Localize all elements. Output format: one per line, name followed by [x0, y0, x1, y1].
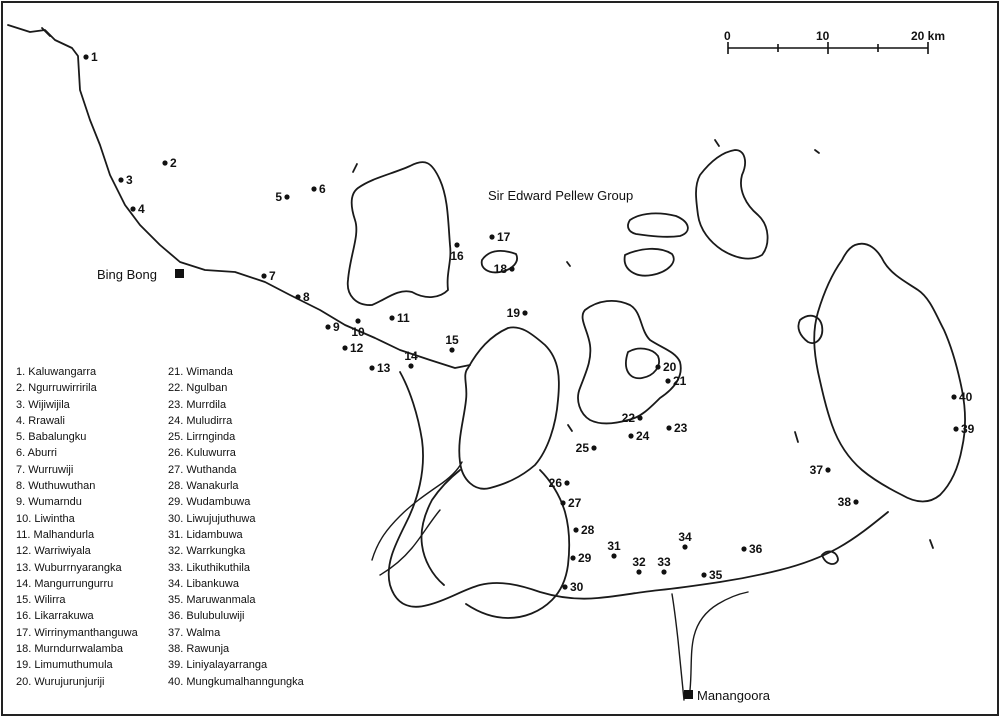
legend-item-18 — [16, 641, 138, 657]
legend-item-30 — [168, 511, 304, 527]
legend-number: 2 — [16, 382, 23, 395]
legend-item-13 — [16, 560, 138, 576]
legend-separator: . — [180, 545, 187, 558]
town-marker-manangoora — [684, 690, 693, 699]
site-marker-26 — [564, 480, 569, 485]
site-marker-16 — [454, 242, 459, 247]
legend-number: 28 — [168, 480, 181, 493]
legend-separator: . — [22, 414, 29, 427]
legend-separator: . — [28, 610, 35, 623]
site-number-14: 14 — [404, 349, 418, 363]
legend-item-19 — [16, 657, 138, 673]
site-number-18: 18 — [493, 262, 507, 276]
site-marker-5 — [284, 194, 289, 199]
legend-item-9 — [16, 494, 138, 510]
site-legend-col-1 — [16, 364, 138, 690]
legend-number: 34 — [168, 577, 181, 590]
islet — [795, 432, 798, 442]
legend-site-name: Malhandurla — [33, 528, 95, 541]
legend-number: 30 — [168, 512, 181, 525]
legend-item-34 — [168, 576, 304, 592]
islet — [567, 262, 570, 266]
far-eastern-inlet — [798, 316, 822, 343]
legend-number: 7 — [16, 463, 23, 476]
legend-separator: . — [180, 577, 187, 590]
legend-site-name: Wuthuwuthan — [28, 480, 96, 493]
legend-site-name: Libankuwa — [186, 577, 239, 590]
legend-separator: . — [22, 366, 29, 378]
legend-number: 17 — [16, 626, 29, 639]
islet — [568, 425, 572, 431]
site-number-13: 13 — [377, 361, 391, 375]
legend-number: 16 — [16, 610, 29, 623]
legend-separator: . — [28, 659, 35, 672]
legend-item-36 — [168, 608, 304, 624]
legend-item-22 — [168, 380, 304, 396]
site-marker-27 — [560, 500, 565, 505]
legend-site-name: Wimanda — [186, 366, 233, 378]
legend-number: 8 — [16, 480, 23, 493]
legend-separator: . — [180, 675, 187, 688]
site-number-29: 29 — [578, 551, 592, 565]
legend-site-name: Ngurruwirririla — [28, 382, 97, 395]
site-marker-35 — [701, 572, 706, 577]
site-marker-10 — [355, 318, 360, 323]
legend-separator: . — [180, 447, 187, 460]
legend-site-name: Liwujujuthuwa — [186, 512, 256, 525]
site-number-20: 20 — [663, 360, 677, 374]
legend-item-17 — [16, 625, 138, 641]
site-marker-17 — [489, 234, 494, 239]
site-marker-36 — [741, 546, 746, 551]
legend-separator: . — [180, 480, 187, 493]
site-marker-25 — [591, 445, 596, 450]
eastern-island-d — [625, 249, 674, 276]
legend-site-name: Kaluwangarra — [28, 366, 97, 378]
site-number-38: 38 — [837, 495, 851, 509]
site-number-33: 33 — [657, 555, 671, 569]
site-number-28: 28 — [581, 523, 595, 537]
site-number-5: 5 — [275, 190, 282, 204]
legend-site-name: Rrawali — [28, 414, 65, 427]
legend-item-40 — [168, 674, 304, 690]
legend-separator: . — [28, 626, 35, 639]
site-number-19: 19 — [506, 306, 520, 320]
site-marker-15 — [449, 347, 454, 352]
legend-separator: . — [22, 480, 29, 493]
legend-separator: . — [180, 594, 187, 607]
legend-item-11 — [16, 527, 138, 543]
legend-separator: . — [28, 545, 35, 558]
legend-number: 3 — [16, 398, 23, 411]
legend-site-name: Likarrakuwa — [34, 610, 94, 623]
site-marker-18 — [509, 266, 514, 271]
legend-separator: . — [22, 382, 29, 395]
legend-separator: . — [28, 594, 35, 607]
legend-separator: . — [180, 643, 187, 656]
legend-separator: . — [28, 675, 35, 688]
legend-separator: . — [180, 414, 187, 427]
legend-item-33 — [168, 560, 304, 576]
site-number-4: 4 — [138, 202, 145, 216]
legend-item-37 — [168, 625, 304, 641]
legend-separator: . — [22, 431, 29, 444]
site-number-7: 7 — [269, 269, 276, 283]
legend-number: 21 — [168, 366, 181, 378]
lagoon — [626, 349, 659, 379]
site-marker-20 — [655, 364, 660, 369]
legend-item-31 — [168, 527, 304, 543]
site-marker-13 — [369, 365, 374, 370]
legend-number: 26 — [168, 447, 181, 460]
legend-site-name: Warrkungka — [186, 545, 246, 558]
legend-site-name: Liniyalayarranga — [186, 659, 268, 672]
site-number-24: 24 — [636, 429, 650, 443]
legend-number: 39 — [168, 659, 181, 672]
eastern-island-b — [696, 150, 768, 259]
site-marker-9 — [325, 324, 330, 329]
town-label-bing-bong: Bing Bong — [97, 267, 157, 282]
legend-separator: . — [180, 496, 187, 509]
legend-item-14 — [16, 576, 138, 592]
legend-site-name: Liwintha — [34, 512, 75, 525]
legend-item-29 — [168, 494, 304, 510]
legend-number: 40 — [168, 675, 181, 688]
legend-site-name: Walma — [186, 626, 221, 639]
legend-site-name: Limumuthumula — [34, 659, 113, 672]
site-marker-33 — [661, 569, 666, 574]
river-south — [690, 592, 748, 690]
legend-item-32 — [168, 543, 304, 559]
site-number-37: 37 — [809, 463, 823, 477]
site-number-2: 2 — [170, 156, 177, 170]
legend-number: 18 — [16, 643, 29, 656]
legend-item-12 — [16, 543, 138, 559]
legend-site-name: Wirrinymanthanguwa — [34, 626, 138, 639]
islet — [353, 164, 357, 172]
site-number-16: 16 — [450, 249, 464, 263]
legend-site-name: Wijiwijila — [28, 398, 70, 411]
legend-separator: . — [180, 431, 187, 444]
eastern-island-c — [628, 213, 688, 236]
river-south-2 — [672, 594, 684, 700]
legend-number: 20 — [16, 675, 29, 688]
legend-number: 23 — [168, 398, 181, 411]
site-marker-21 — [665, 378, 670, 383]
legend-number: 37 — [168, 626, 181, 639]
legend-site-name: Aburri — [27, 447, 57, 460]
legend-site-name: Maruwanmala — [186, 594, 256, 607]
legend-item-10 — [16, 511, 138, 527]
site-number-27: 27 — [568, 496, 582, 510]
coast-north-tick — [42, 28, 50, 36]
legend-site-name: Wumarndu — [28, 496, 82, 509]
legend-site-name: Lidambuwa — [186, 528, 243, 541]
legend-item-2 — [16, 380, 138, 396]
site-number-1: 1 — [91, 50, 98, 64]
legend-site-name: Muludirra — [186, 414, 233, 427]
site-marker-14 — [408, 363, 413, 368]
site-number-15: 15 — [445, 333, 459, 347]
site-marker-29 — [570, 555, 575, 560]
site-marker-2 — [162, 160, 167, 165]
legend-item-39 — [168, 657, 304, 673]
legend-separator: . — [180, 610, 187, 623]
site-number-36: 36 — [749, 542, 763, 556]
site-marker-6 — [311, 186, 316, 191]
islet — [930, 540, 933, 548]
town-marker-bing-bong — [175, 269, 184, 278]
legend-site-name: Kuluwurra — [186, 447, 236, 460]
legend-number: 15 — [16, 594, 29, 607]
legend-site-name: Mungkumalhanngungka — [186, 675, 304, 688]
site-number-17: 17 — [497, 230, 511, 244]
legend-number: 12 — [16, 545, 29, 558]
scale-label: 20 km — [911, 29, 946, 43]
far-eastern-island — [814, 244, 965, 502]
legend-separator: . — [180, 626, 187, 639]
site-number-12: 12 — [350, 341, 364, 355]
islet — [815, 150, 819, 153]
site-marker-8 — [295, 294, 300, 299]
legend-site-name: Warriwiyala — [34, 545, 91, 558]
legend-number: 38 — [168, 643, 181, 656]
site-number-3: 3 — [126, 173, 133, 187]
site-marker-31 — [611, 553, 616, 558]
site-legend-col-2 — [168, 364, 304, 690]
legend-item-8 — [16, 478, 138, 494]
legend-number: 9 — [16, 496, 23, 509]
site-marker-34 — [682, 544, 687, 549]
legend-item-5 — [16, 429, 138, 445]
legend-separator: . — [180, 561, 187, 574]
legend-separator: . — [22, 447, 28, 460]
legend-number: 4 — [16, 414, 23, 427]
legend-separator: . — [27, 528, 34, 541]
legend-separator: . — [180, 528, 187, 541]
islet — [822, 551, 838, 564]
site-marker-30 — [562, 584, 567, 589]
legend-separator: . — [22, 496, 29, 509]
legend-item-4 — [16, 413, 138, 429]
western-island — [348, 162, 451, 305]
scale-bar — [724, 29, 945, 54]
legend-site-name: Wilirra — [34, 594, 66, 607]
legend-item-20 — [16, 674, 138, 690]
legend-separator: . — [22, 463, 29, 476]
legend-site-name: Wuthanda — [186, 463, 237, 476]
legend-site-name: Ngulban — [186, 382, 228, 395]
site-marker-38 — [853, 499, 858, 504]
legend-site-name: Murndurrwalamba — [34, 643, 124, 656]
site-marker-7 — [261, 273, 266, 278]
legend-item-25 — [168, 429, 304, 445]
legend-item-26 — [168, 445, 304, 461]
legend-item-6 — [16, 445, 138, 461]
legend-item-28 — [168, 478, 304, 494]
site-marker-11 — [389, 315, 394, 320]
legend-number: 27 — [168, 463, 181, 476]
legend-item-23 — [168, 397, 304, 413]
legend-item-16 — [16, 608, 138, 624]
legend-site-name: Wuburrnyarangka — [34, 561, 122, 574]
legend-site-name: Wudambuwa — [186, 496, 251, 509]
legend-site-name: Murrdila — [186, 398, 227, 411]
site-number-9: 9 — [333, 320, 340, 334]
legend-item-7 — [16, 462, 138, 478]
site-number-31: 31 — [607, 539, 621, 553]
site-number-25: 25 — [575, 441, 589, 455]
site-marker-24 — [628, 433, 633, 438]
site-marker-3 — [118, 177, 123, 182]
legend-separator: . — [180, 366, 187, 378]
legend-item-27 — [168, 462, 304, 478]
legend-number: 32 — [168, 545, 181, 558]
site-marker-37 — [825, 467, 830, 472]
legend-item-38 — [168, 641, 304, 657]
site-number-40: 40 — [959, 390, 973, 404]
legend-item-21 — [168, 364, 304, 380]
legend-number: 19 — [16, 659, 29, 672]
legend-number: 35 — [168, 594, 181, 607]
legend-site-name: Lirrnginda — [186, 431, 236, 444]
site-marker-4 — [130, 206, 135, 211]
legend-separator: . — [28, 643, 35, 656]
legend-separator: . — [28, 512, 35, 525]
legend-separator: . — [180, 659, 187, 672]
legend-separator: . — [180, 398, 187, 411]
site-marker-22 — [637, 415, 642, 420]
legend-separator: . — [180, 382, 187, 395]
legend-number: 13 — [16, 561, 29, 574]
legend-site-name: Bulubuluwiji — [186, 610, 245, 623]
map-frame — [2, 2, 998, 715]
site-number-22: 22 — [621, 411, 635, 425]
legend-number: 10 — [16, 512, 29, 525]
legend-number: 22 — [168, 382, 181, 395]
legend-site-name: Wurujurunjuriji — [34, 675, 105, 688]
site-number-26: 26 — [548, 476, 562, 490]
site-number-35: 35 — [709, 568, 723, 582]
legend-site-name: Babalungku — [28, 431, 87, 444]
legend-number: 24 — [168, 414, 181, 427]
site-number-23: 23 — [674, 421, 688, 435]
site-marker-19 — [522, 310, 527, 315]
site-number-32: 32 — [632, 555, 646, 569]
scale-label: 10 — [816, 29, 830, 43]
legend-site-name: Mangurrungurru — [34, 577, 114, 590]
site-number-10: 10 — [351, 325, 365, 339]
site-marker-1 — [83, 54, 88, 59]
legend-separator: . — [28, 577, 35, 590]
legend-item-24 — [168, 413, 304, 429]
legend-site-name: Likuthikuthila — [186, 561, 250, 574]
legend-item-1 — [16, 364, 138, 380]
site-marker-23 — [666, 425, 671, 430]
legend-site-name: Rawunja — [186, 643, 230, 656]
site-marker-32 — [636, 569, 641, 574]
town-label-manangoora: Manangoora — [697, 688, 770, 703]
site-number-30: 30 — [570, 580, 584, 594]
river-west — [372, 462, 462, 560]
legend-site-name: Wurruwiji — [28, 463, 74, 476]
legend-separator: . — [180, 463, 187, 476]
scale-label: 0 — [724, 29, 731, 43]
legend-item-3 — [16, 397, 138, 413]
legend-number: 5 — [16, 431, 23, 444]
site-marker-28 — [573, 527, 578, 532]
site-number-34: 34 — [678, 530, 692, 544]
legend-number: 1 — [16, 366, 23, 378]
site-number-11: 11 — [397, 311, 410, 325]
legend-number: 29 — [168, 496, 181, 509]
site-number-6: 6 — [319, 182, 326, 196]
legend-number: 33 — [168, 561, 181, 574]
legend-number: 36 — [168, 610, 181, 623]
legend-separator: . — [22, 398, 29, 411]
central-island — [459, 327, 559, 488]
legend-separator: . — [180, 512, 187, 525]
site-marker-40 — [951, 394, 956, 399]
site-marker-12 — [342, 345, 347, 350]
legend-number: 11 — [16, 528, 28, 541]
legend-item-15 — [16, 592, 138, 608]
legend-number: 25 — [168, 431, 181, 444]
legend-number: 31 — [168, 528, 181, 541]
legend-number: 14 — [16, 577, 29, 590]
legend-separator: . — [28, 561, 35, 574]
island-group-label: Sir Edward Pellew Group — [488, 188, 634, 203]
site-number-21: 21 — [673, 374, 687, 388]
legend-site-name: Wanakurla — [186, 480, 239, 493]
legend-item-35 — [168, 592, 304, 608]
site-number-8: 8 — [303, 290, 310, 304]
islet — [715, 140, 719, 146]
legend-number: 6 — [16, 447, 23, 460]
site-number-39: 39 — [961, 422, 975, 436]
site-marker-39 — [953, 426, 958, 431]
